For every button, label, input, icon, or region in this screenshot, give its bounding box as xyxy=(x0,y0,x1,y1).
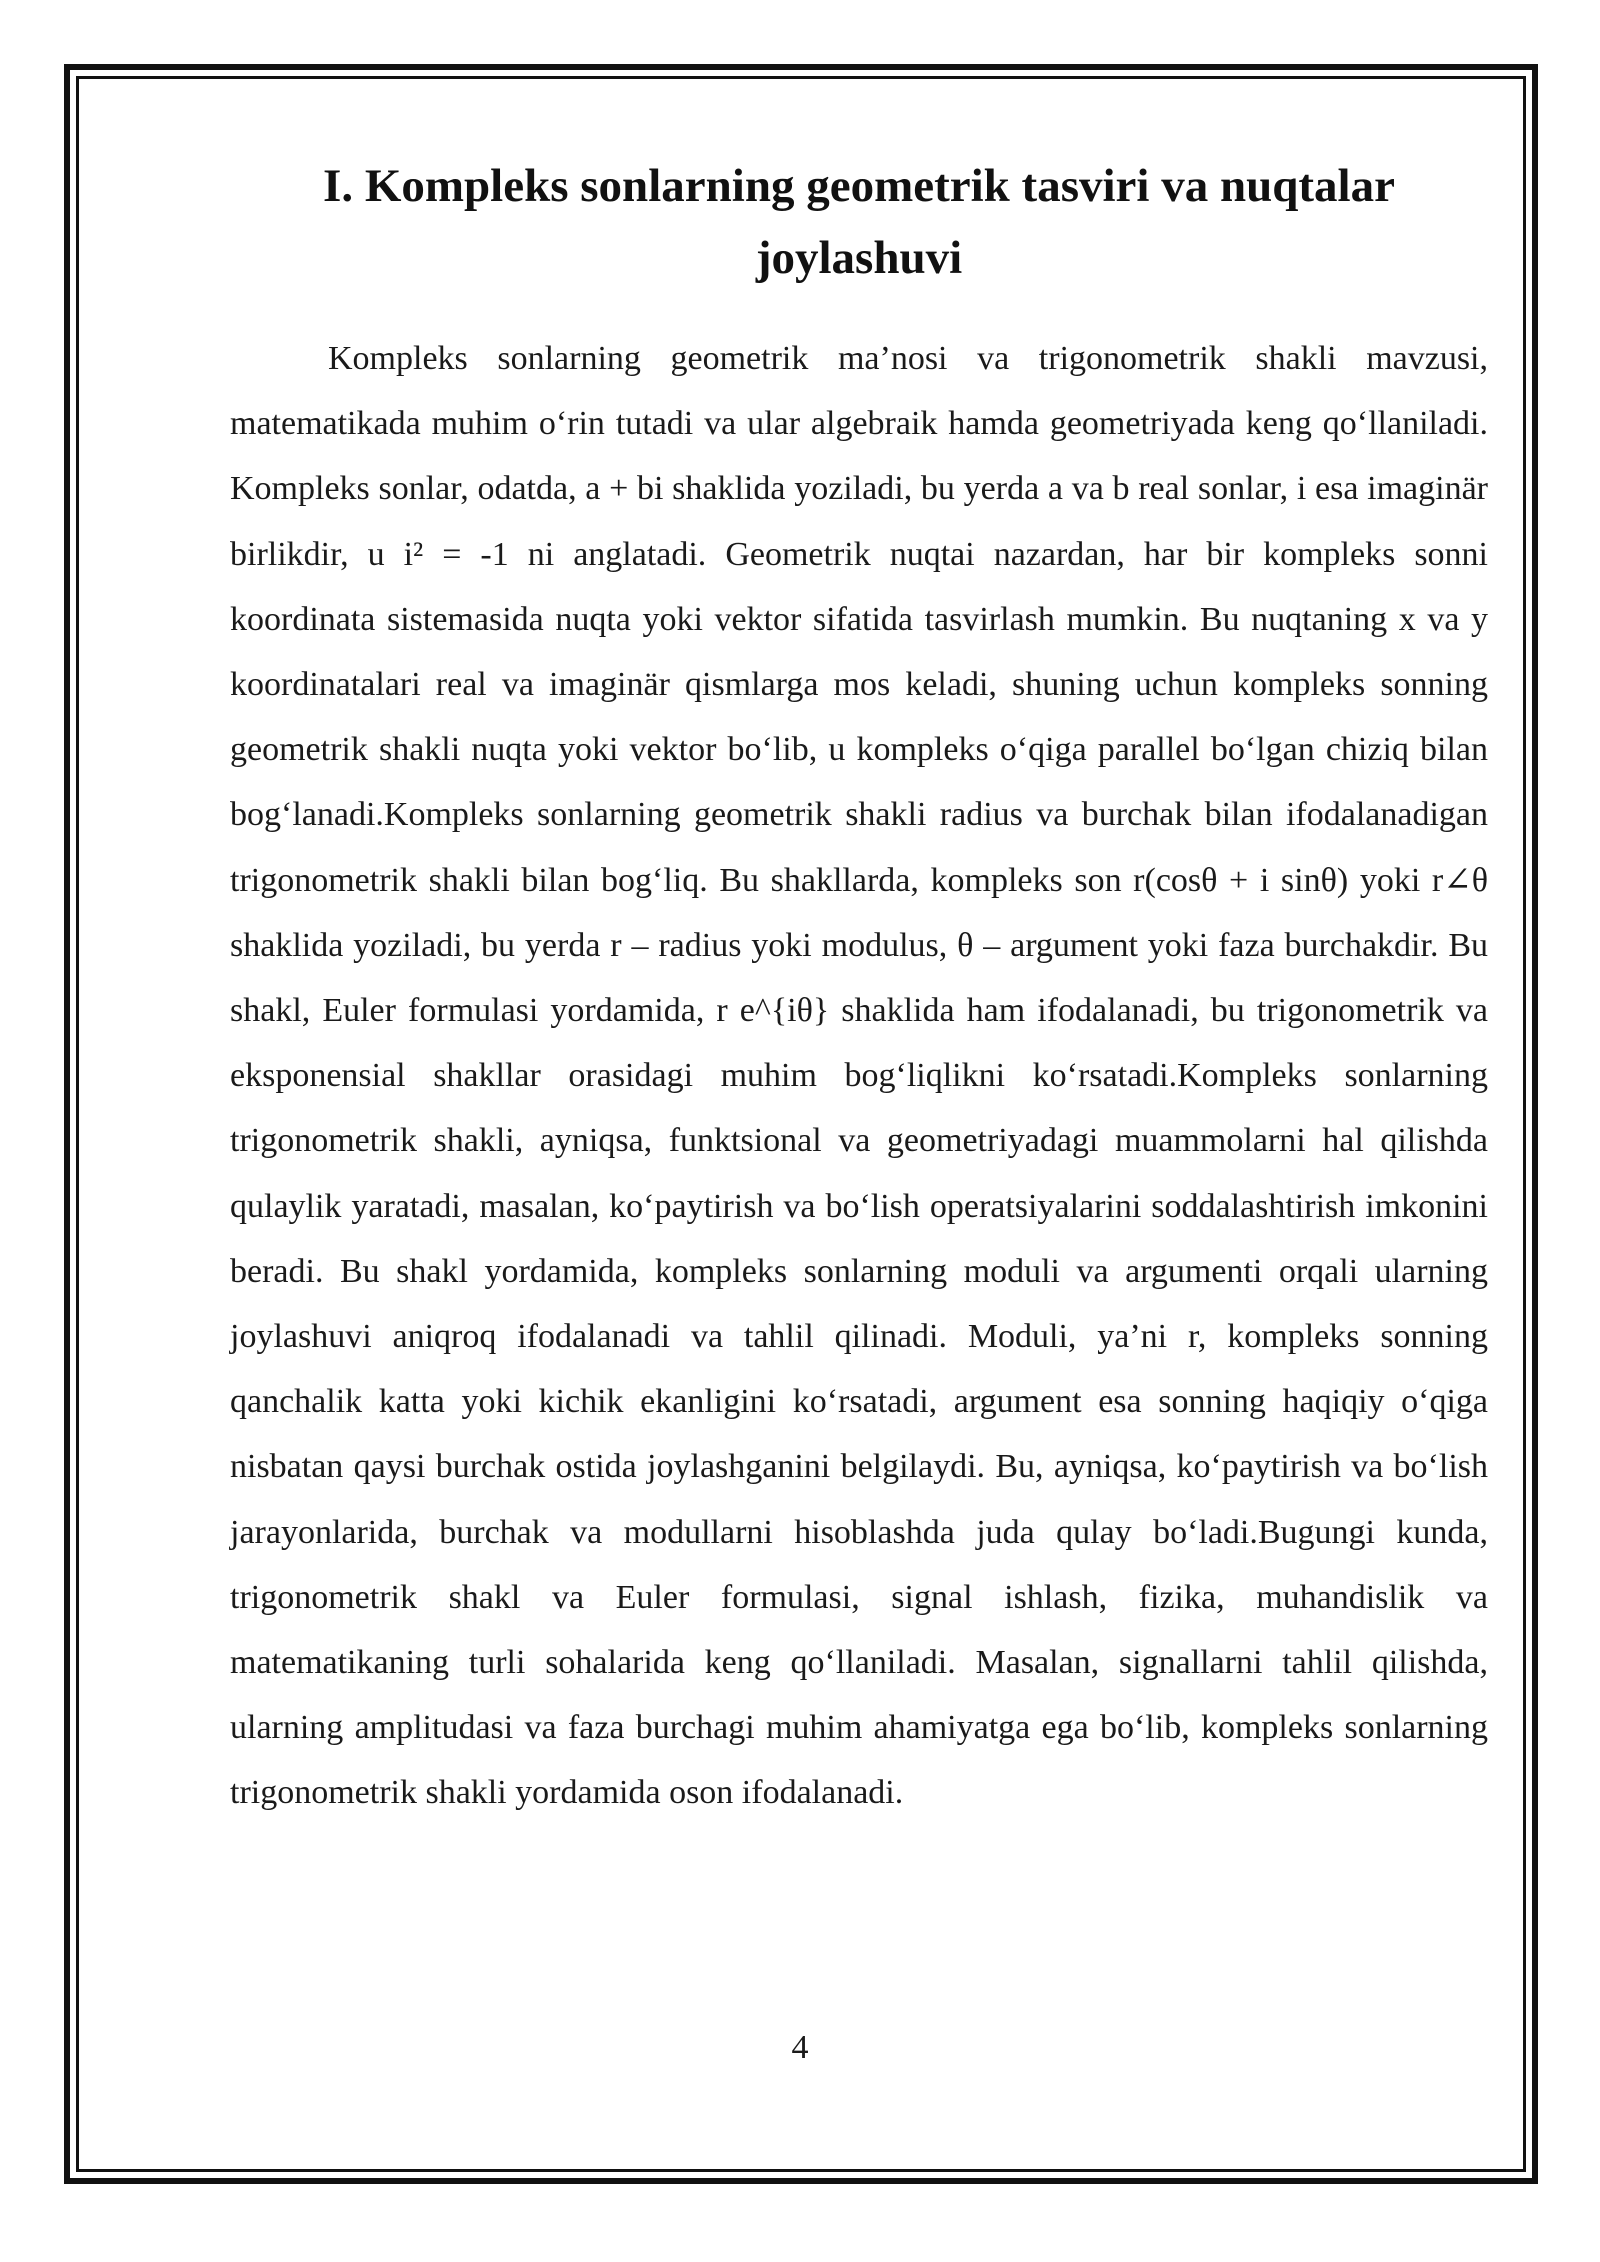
body-paragraph: Kompleks sonlarning geometrik ma’nosi va trigonometrik shakli mavzusi, matematikada muhim o‘rin tutadi va ular algebraik hamda geometriyada keng qo‘llaniladi. Kompleks sonlar, odatda, a + bi shaklida yoziladi, bu yerda a va b real sonlar, i esa imaginär birlikdir, u i² = -1 ni anglatadi. Geometrik nuqtai nazardan, har bir kompleks sonni koordinata sistemasida nuqta yoki vektor sifatida tasvirlash mumkin. Bu nuqtaning x va y koordinatalari real va imaginär qismlarga mos keladi, shuning uchun kompleks sonning geometrik shakli nuqta yoki vektor bo‘lib, u kompleks o‘qiga parallel bo‘lgan chiziq bilan bog‘lanadi.Kompleks sonlarning geometrik shakli radius va burchak bilan ifodalanadigan trigonometrik shakli bilan bog‘liq. Bu shakllarda, kompleks son r(cosθ + i sinθ) yoki r∠θ shaklida yoziladi, bu yerda r – radius yoki modulus, θ – argument yoki faza burchakdir. Bu shakl, Euler formulasi yordamida, r e^{iθ} shaklida ham ifodalanadi, bu trigonometrik va eksponensial shakllar orasidagi muhim bog‘liqlikni ko‘rsatadi.Kompleks sonlarning trigonometrik shakli, ayniqsa, funktsional va geometriyadagi muammolarni hal qilishda qulaylik yaratadi, masalan, ko‘paytirish va bo‘lish operatsiyalarini soddalashtirish imkonini beradi. Bu shakl yordamida, kompleks sonlarning moduli va argumenti orqali ularning joylashuvi aniqroq ifodalanadi va tahlil qilinadi. Moduli, ya’ni r, kompleks sonning qanchalik katta yoki kichik ekanligini ko‘rsatadi, argument esa sonning haqiqiy o‘qiga nisbatan qaysi burchak ostida joylashganini belgilaydi. Bu, ayniqsa, ko‘paytirish va bo‘lish jarayonlarida, burchak va modullarni hisoblashda juda qulay bo‘ladi.Bugungi kunda, trigonometrik shakl va Euler formulasi, signal ishlash, fizika, muhandislik va matematikaning turli sohalarida keng qo‘llaniladi. Masalan, signallarni tahlil qilishda, ularning amplitudasi va faza burchagi muhim ahamiyatga ega bo‘lib, kompleks sonlarning trigonometrik shakli yordamida oson ifodalanadi. xyxy=(230,340,1488,1812)
section-title-line-1: I. Kompleks sonlarning geometrik tasviri va nuqtalar xyxy=(323,160,1395,212)
section-title-line-2: joylashuvi xyxy=(755,232,963,284)
section-title xyxy=(230,150,1488,294)
page-content xyxy=(230,150,1488,1826)
page-number: 4 xyxy=(791,2029,809,2066)
